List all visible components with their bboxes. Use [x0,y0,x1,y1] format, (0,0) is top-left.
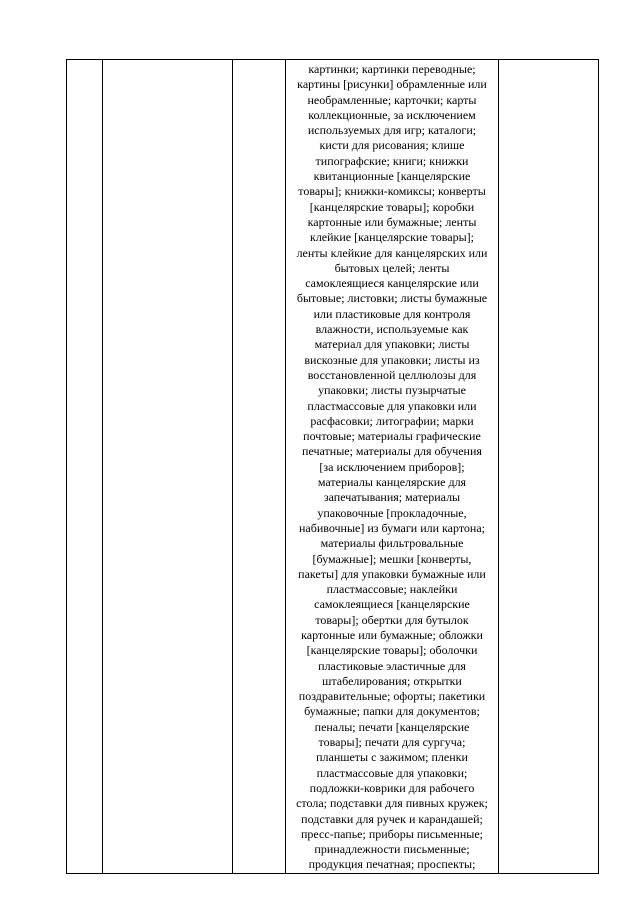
goods-table [66,59,599,874]
table-row [67,60,599,874]
note-cell [499,60,599,874]
code-cell [233,60,286,874]
goods-list-text: картинки; картинки переводные; картины [рисунки] обрамленные или необрамленные; карточки; карты коллекционные, за исключением используемых для игр; каталоги; кисти для рисования; клише типографские; книги; книжки квитанционные [канцелярские товары]; книжки-комиксы; конверты [канцелярские товары]; коробки картонные или бумажные; ленты клейкие [канцелярские товары]; ленты клейкие для канцелярских или бытовых целей; ленты самоклеящиеся канцелярские или бытовые; листовки; листы бумажные или пластиковые для контроля влажности, используемые как материал для упаковки; листы вискозные для упаковки; листы из восстановленной целлюлозы для упаковки; листы пузырчатые пластмассовые для упаковки или расфасовки; литографии; марки почтовые; материалы графические печатные; материалы для обучения [за исключением приборов]; материалы канцелярские для запечатывания; материалы упаковочные [прокладочные, набивочные] из бумаги или картона; материалы фильтровальные [бумажные]; мешки [конверты, пакеты] для упаковки бумажные или пластмассовые; наклейки самоклеящиеся [канцелярские товары]; обертки для бутылок картонные или бумажные; обложки [канцелярские товары]; оболочки пластиковые эластичные для штабелирования; открытки поздравительные; офорты; пакетики бумажные; папки для документов; пеналы; печати [канцелярские товары]; печати для сургуча; планшеты с зажимом; пленки пластмассовые для упаковки; подложки-коврики для рабочего стола; подставки для пивных кружек; подставки для ручек и карандашей; пресс-папье; приборы письменные; принадлежности письменные; продукция печатная; проспекты; [296,62,488,872]
class-name-cell [103,60,233,874]
number-cell [67,60,103,874]
goods-cell [286,60,499,874]
